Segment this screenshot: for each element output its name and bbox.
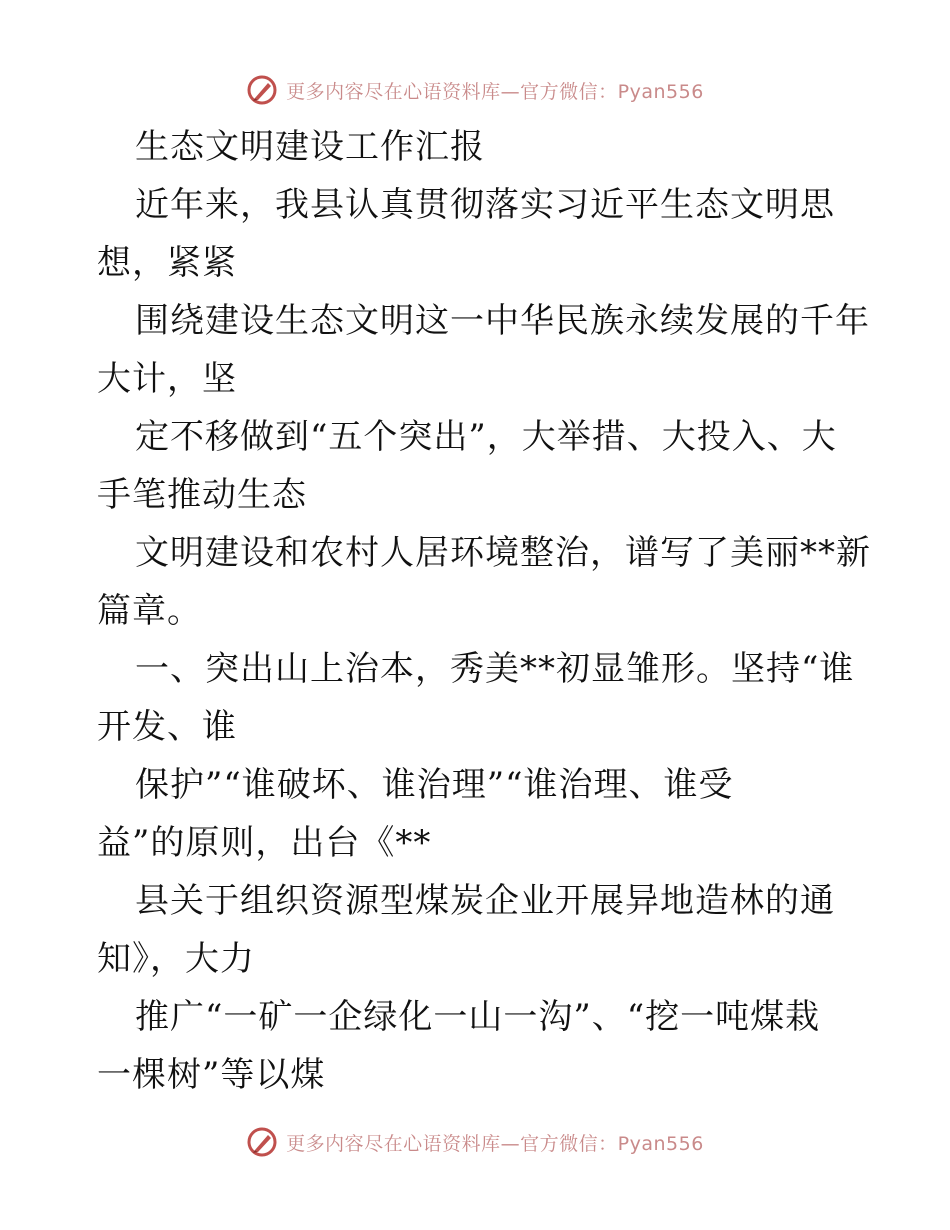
watermark-text: 更多内容尽在心语资料库—官方微信：Pyan556: [286, 80, 704, 103]
pen-circle-logo-icon: [246, 74, 278, 106]
text-line: 篇章。: [97, 591, 202, 631]
text-line: 开发、谁: [97, 707, 237, 747]
text-line: 保护”“谁破坏、谁治理”“谁治理、谁受: [135, 765, 734, 805]
watermark-header: [0, 70, 950, 110]
watermark-footer: [0, 1122, 950, 1162]
text-line: 大计，坚: [97, 359, 237, 399]
pen-circle-logo-icon: [246, 1126, 278, 1158]
text-line: 近年来，我县认真贯彻落实习近平生态文明思: [135, 185, 835, 225]
text-line: 文明建设和农村人居环境整治，谱写了美丽**新: [135, 533, 871, 573]
text-line: 一棵树”等以煤: [97, 1055, 326, 1095]
text-line: 知》，大力: [97, 939, 255, 979]
text-line: 生态文明建设工作汇报: [135, 127, 485, 167]
text-line: 围绕建设生态文明这一中华民族永续发展的千年: [135, 301, 870, 341]
text-line: 一、突出山上治本，秀美**初显雏形。坚持“谁: [135, 649, 855, 689]
text-line: 推广“一矿一企绿化一山一沟”、“挖一吨煤栽: [135, 997, 821, 1037]
document-body: [97, 118, 871, 1104]
text-line: 定不移做到“五个突出”，大举措、大投入、大: [135, 417, 837, 457]
text-line: 想，紧紧: [97, 243, 237, 283]
text-line: 县关于组织资源型煤炭企业开展异地造林的通: [135, 881, 835, 921]
text-line: 手笔推动生态: [97, 475, 307, 515]
watermark-text: 更多内容尽在心语资料库—官方微信：Pyan556: [286, 1132, 704, 1155]
text-line: 益”的原则，出台《**: [97, 823, 432, 863]
